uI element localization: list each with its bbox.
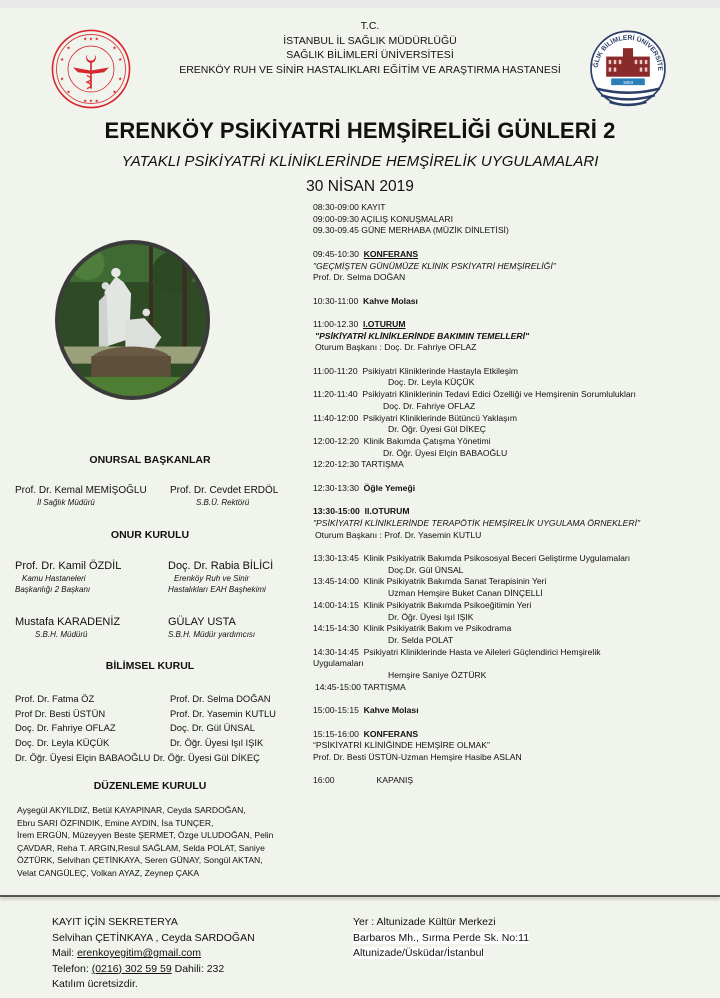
- break-label: Kahve Molası: [363, 295, 418, 306]
- talk: [313, 389, 718, 401]
- person-role: S.B.Ü. Rektörü: [196, 498, 250, 507]
- talk-title: Klinik Psikiyatrik Bakımda Psikoeğitimin Yeri: [363, 599, 532, 610]
- header-line: ERENKÖY RUH VE SİNİR HASTALIKLARI EĞİTİM VE ARAŞTIRMA HASTANESİ: [179, 63, 561, 76]
- person-role: Erenköy Ruh ve Sinir: [174, 574, 250, 583]
- person-name: Prof. Dr. Kamil ÖZDİL: [15, 560, 122, 572]
- time: 13:45-14:00: [313, 576, 359, 587]
- person-name: Mustafa KARADENİZ: [15, 616, 121, 628]
- person-name: GÜLAY USTA: [168, 616, 236, 628]
- talk-speaker: Dr. Selda POLAT: [388, 634, 454, 645]
- person-role: İl Sağlık Müdürü: [37, 498, 95, 507]
- mail-label: Mail:: [52, 947, 78, 959]
- talk: [313, 366, 718, 378]
- phone-label: Telefon:: [52, 962, 92, 975]
- time: 14:15-14:30: [313, 623, 359, 634]
- lunch-break: [313, 483, 718, 495]
- venue-address-line: Altunizade/Üsküdar/İstanbul: [353, 947, 484, 959]
- header-line: İSTANBUL İL SAĞLIK MÜDÜRLÜĞÜ: [283, 34, 457, 47]
- time: 12:30-13:30: [313, 482, 359, 493]
- session-1-chair: Oturum Başkanı : Doç. Dr. Fahriye OFLAZ: [315, 342, 477, 353]
- time: 16:00: [313, 775, 335, 786]
- svg-text:★: ★: [118, 77, 123, 83]
- person-name: Prof. Dr. Selma DOĞAN: [170, 693, 271, 704]
- session-1-title: "PSİKİYATRİ KLİNİKLERİNDE BAKIMIN TEMELLERİ": [315, 330, 530, 341]
- conference-label: KONFERANS: [363, 248, 419, 259]
- person-role: S.B.H. Müdür yardımcısı: [168, 630, 256, 639]
- time: 13:30-15:00: [313, 506, 360, 517]
- svg-text:★: ★: [112, 46, 117, 52]
- svg-text:★: ★: [118, 57, 123, 63]
- svg-text:★: ★: [66, 46, 71, 52]
- phone-link[interactable]: (0216) 302 59 59: [91, 962, 172, 975]
- session-1: [313, 319, 718, 331]
- schedule-item: 09.30-09.45 GÜNE MERHABA (MÜZİK DİNLETİSİ): [313, 225, 509, 236]
- conference-1-title: "GEÇMİŞTEN GÜNÜMÜZE KLİNİK PSKİYATRİ HEMŞİRELİĞİ": [313, 260, 556, 271]
- organizing-board-heading: DÜZENLEME KURULU: [93, 780, 207, 792]
- registration-secretariat: [52, 915, 255, 993]
- time: 11:00-11:20: [313, 365, 358, 376]
- header-institutions: [160, 19, 580, 77]
- talk: [313, 623, 718, 635]
- honorary-chair: [15, 484, 147, 508]
- person-role: Başkanlığı 2 Başkanı: [15, 585, 91, 594]
- conference-label: KONFERANS: [363, 728, 419, 739]
- talk-speaker: Dr. Öğr. Üyesi Elçin BABAOĞLU: [383, 447, 508, 458]
- talk-speaker: Uzman Hemşire Buket Canan DİNÇELLİ: [388, 588, 543, 599]
- venue-info: [353, 915, 529, 962]
- session-label: II.OTURUM: [364, 506, 410, 517]
- svg-text:★: ★: [66, 90, 71, 96]
- person-role: Kamu Hastaneleri: [22, 574, 86, 583]
- organizing-board-list: [17, 804, 302, 879]
- page-subtitle: YATAKLI PSİKİYATRİ KLİNİKLERİNDE HEMŞİRELİK UYGULAMALARI: [121, 153, 599, 170]
- discussion: 14:45-15:00 TARTIŞMA: [315, 681, 406, 692]
- person-name: Doç. Dr. Gül ÜNSAL: [170, 722, 255, 734]
- closing-label: KAPANIŞ: [376, 775, 414, 786]
- session-label: I.OTURUM: [363, 318, 406, 329]
- person-name: Doç. Dr. Leyla KÜÇÜK: [15, 737, 110, 749]
- session-2-chair: Oturum Başkanı : Prof. Dr. Yasemin KUTLU: [315, 529, 482, 540]
- person-role: Hastalıkları EAH Başhekimi: [168, 585, 266, 594]
- honorary-chairs-heading: ONURSAL BAŞKANLAR: [89, 454, 211, 466]
- person-name: Prof. Dr. Kemal MEMİŞOĞLU: [15, 485, 147, 496]
- statue-photo: [55, 240, 210, 400]
- scientific-board-row: [15, 707, 305, 722]
- venue-name: Yer : Altunizade Kültür Merkezi: [353, 916, 496, 928]
- event-date: 30 NİSAN 2019: [306, 178, 414, 195]
- talk-title: Psikiyatri Kliniklerinde Bütüncü Yaklaşım: [363, 412, 517, 423]
- ministry-of-health-logo: [50, 28, 132, 110]
- conference-1: [313, 249, 718, 261]
- conference-2-title: “PSİKİYATRİ KLİNİĞİNDE HEMŞİRE OLMAK”: [313, 740, 490, 751]
- talk-speaker: Doç. Dr. Leyla KÜÇÜK: [388, 377, 475, 388]
- talk: [313, 600, 718, 612]
- university-emblem-icon: [586, 27, 670, 113]
- top-bar: [0, 0, 720, 8]
- talk: [313, 436, 718, 448]
- venue-address-line: Barbaros Mh., Sırma Perde Sk. No:11: [353, 931, 530, 944]
- program-schedule: [313, 202, 718, 787]
- time: 15:00-15:15: [313, 705, 359, 716]
- scientific-board-list: [15, 692, 305, 766]
- person-name: Prof Dr. Besti ÜSTÜN: [15, 707, 106, 719]
- organizing-line: Ayşegül AKYILDIZ, Betül KAYAPINAR, Ceyda SARDOĞAN,: [17, 805, 246, 815]
- honorary-chair: [170, 484, 278, 508]
- talk: [313, 576, 718, 588]
- organizing-line: Velat CANGÜLEÇ, Volkan AYAZ, Zeynep ÇAKA: [17, 867, 200, 878]
- closing: [313, 775, 718, 787]
- session-2: [313, 506, 718, 518]
- schedule-item: 08:30-09:00 KAYIT: [313, 202, 386, 212]
- time: 13:30-13:45: [313, 552, 359, 563]
- person-name: Doç. Dr. Fahriye OFLAZ: [15, 722, 116, 734]
- person-name: Prof. Dr. Yasemin KUTLU: [170, 707, 276, 719]
- talk-speaker: Dr. Öğr. Üyesi Işıl IŞIK: [388, 611, 474, 622]
- phone-extension: Dahili: 232: [171, 962, 225, 975]
- person-name: Doç. Dr. Rabia BİLİCİ: [168, 560, 274, 572]
- talk: [313, 413, 718, 425]
- header-line: SAĞLIK BİLİMLERİ ÜNİVERSİTESİ: [286, 49, 454, 61]
- session-2-title: "PSİKİYATRİ KLİNİKLERİNDE TERAPÖTİK HEMŞİRELİK UYGULAMA ÖRNEKLERİ": [313, 517, 641, 528]
- talk-speaker: Hemşire Saniye ÖZTÜRK: [388, 670, 487, 681]
- time: 14:00-14:15: [313, 599, 359, 610]
- talk-title: Klinik Bakımda Çatışma Yönetimi: [363, 436, 491, 446]
- svg-text:★: ★: [59, 77, 65, 83]
- talk-title: Klinik Psikiyatrik Bakım ve Psikodrama: [363, 623, 512, 634]
- scientific-board-row: [15, 736, 305, 751]
- scientific-board-row: [15, 751, 305, 766]
- person-name: Prof. Dr. Fatma ÖZ: [15, 693, 95, 704]
- honor-board-member: [168, 560, 273, 595]
- talk-speaker: Doç. Dr. Fahriye OFLAZ: [383, 400, 476, 411]
- footer-divider: [0, 895, 720, 897]
- honor-board-member: [15, 560, 121, 595]
- email-link[interactable]: erenkoyegitim@gmail.com: [77, 947, 201, 959]
- talk: [313, 553, 718, 565]
- talk: [313, 647, 718, 659]
- time: 11:00-12.30: [313, 318, 359, 329]
- coffee-break-1: [313, 296, 718, 308]
- svg-text:SAĞLIK BİLİMLERİ ÜNİVERSİTESİ: ĞLIK BİLİMLERİ ÜNİVERSİTE: [592, 34, 664, 72]
- time: 11:40-12:00: [313, 412, 359, 423]
- organizing-line: Ebru SARI ÖZFINDIK, Emine AYDIN, İsa TUNÇER,: [17, 817, 214, 828]
- honor-board-heading: ONUR KURULU: [110, 529, 190, 541]
- talk-speaker: Dr. Öğr. Üyesi Gül DİKEÇ: [388, 424, 486, 435]
- person-name: Prof. Dr. Cevdet ERDÖL: [170, 485, 279, 496]
- fee-note: Katılım ücretsizdir.: [52, 978, 138, 990]
- organizing-line: ÖZTÜRK, Selvihan ÇETİNKAYA, Seren GÜNAY, Songül AKTAN,: [17, 855, 263, 865]
- organizing-line: ÇAVDAR, Reha T. ARGIN,Resul SAĞLAM, Selda POLAT, Saniye: [17, 842, 265, 853]
- university-logo: [586, 27, 670, 113]
- scientific-board-row: [15, 721, 305, 736]
- statue-image-icon: [59, 244, 206, 396]
- conference-2: [313, 729, 718, 741]
- header-line: T.C.: [360, 20, 380, 32]
- talk-title: Psikiyatri Kliniklerinin Tedavi Edici Özelliği ve Hemşirenin Sorumlulukları: [362, 389, 636, 400]
- conference-1-speaker: Prof. Dr. Selma DOĞAN: [313, 272, 406, 283]
- talk-title: Klinik Psikiyatrik Bakımda Sanat Terapisinin Yeri: [363, 576, 547, 587]
- svg-text:★: ★: [59, 57, 65, 63]
- scientific-board-heading: BİLİMSEL KURUL: [105, 660, 195, 672]
- time: 12:00-12:20: [313, 436, 359, 446]
- honor-board-member: [15, 616, 120, 640]
- coffee-break-2: [313, 705, 718, 717]
- discussion: 12:20-12:30 TARTIŞMA: [313, 459, 404, 470]
- secretariat-names: Selvihan ÇETİNKAYA , Ceyda SARDOĞAN: [52, 931, 255, 944]
- lunch-label: Öğle Yemeği: [363, 482, 416, 493]
- page-title: ERENKÖY PSİKİYATRİ HEMŞİRELİĞİ GÜNLERİ 2: [104, 118, 616, 143]
- talk-title: Klinik Psikiyatrik Bakımda Psikososyal Beceri Geliştirme Uygulamaları: [363, 552, 631, 563]
- person-name: Dr. Öğr. Üyesi Gül DİKEÇ: [153, 751, 260, 763]
- svg-text:1903: 1903: [622, 79, 634, 85]
- person-name: Dr. Öğr. Üyesi Işıl IŞIK: [170, 737, 264, 749]
- talk-title-continued: Uygulamaları: [313, 658, 364, 669]
- talk-speaker: Doç.Dr. Gül ÜNSAL: [388, 564, 464, 575]
- time: 15:15-16:00: [313, 728, 359, 739]
- break-label: Kahve Molası: [363, 705, 419, 716]
- ministry-seal-icon: [50, 28, 132, 110]
- svg-text:★: ★: [112, 90, 117, 96]
- scientific-board-row: [15, 692, 305, 707]
- schedule-item: 09:00-09:30 AÇILIŞ KONUŞMALARI: [313, 213, 453, 224]
- time: 09:45-10:30: [313, 248, 359, 259]
- organizing-line: İrem ERGÜN, Müzeyyen Beste ŞERMET, Özge ULUDOĞAN, Pelin: [17, 830, 274, 840]
- person-name: Dr. Öğr. Üyesi Elçin BABAOĞLU: [15, 751, 151, 763]
- secretariat-title: KAYIT İÇİN SEKRETERYA: [52, 916, 178, 928]
- conference-2-speaker: Prof. Dr. Besti ÜSTÜN-Uzman Hemşire Hasibe ASLAN: [313, 751, 522, 762]
- person-role: S.B.H. Müdürü: [35, 630, 88, 639]
- talk-title: Psikiyatri Kliniklerinde Hastayla Etkileşim: [362, 365, 519, 376]
- phone-row: [52, 962, 255, 978]
- mail-row: [52, 946, 255, 962]
- talk-title: Psikiyatri Kliniklerinde Hasta ve Aileleri Güçlendirici Hemşirelik: [363, 646, 601, 657]
- svg-text:★ ★ ★: ★ ★ ★: [83, 37, 99, 43]
- time: 11:20-11:40: [313, 389, 358, 400]
- time: 14:30-14:45: [313, 646, 359, 657]
- time: 10:30-11:00: [313, 295, 359, 306]
- svg-text:★ ★ ★: ★ ★ ★: [83, 99, 99, 105]
- honor-board-member: [168, 616, 255, 640]
